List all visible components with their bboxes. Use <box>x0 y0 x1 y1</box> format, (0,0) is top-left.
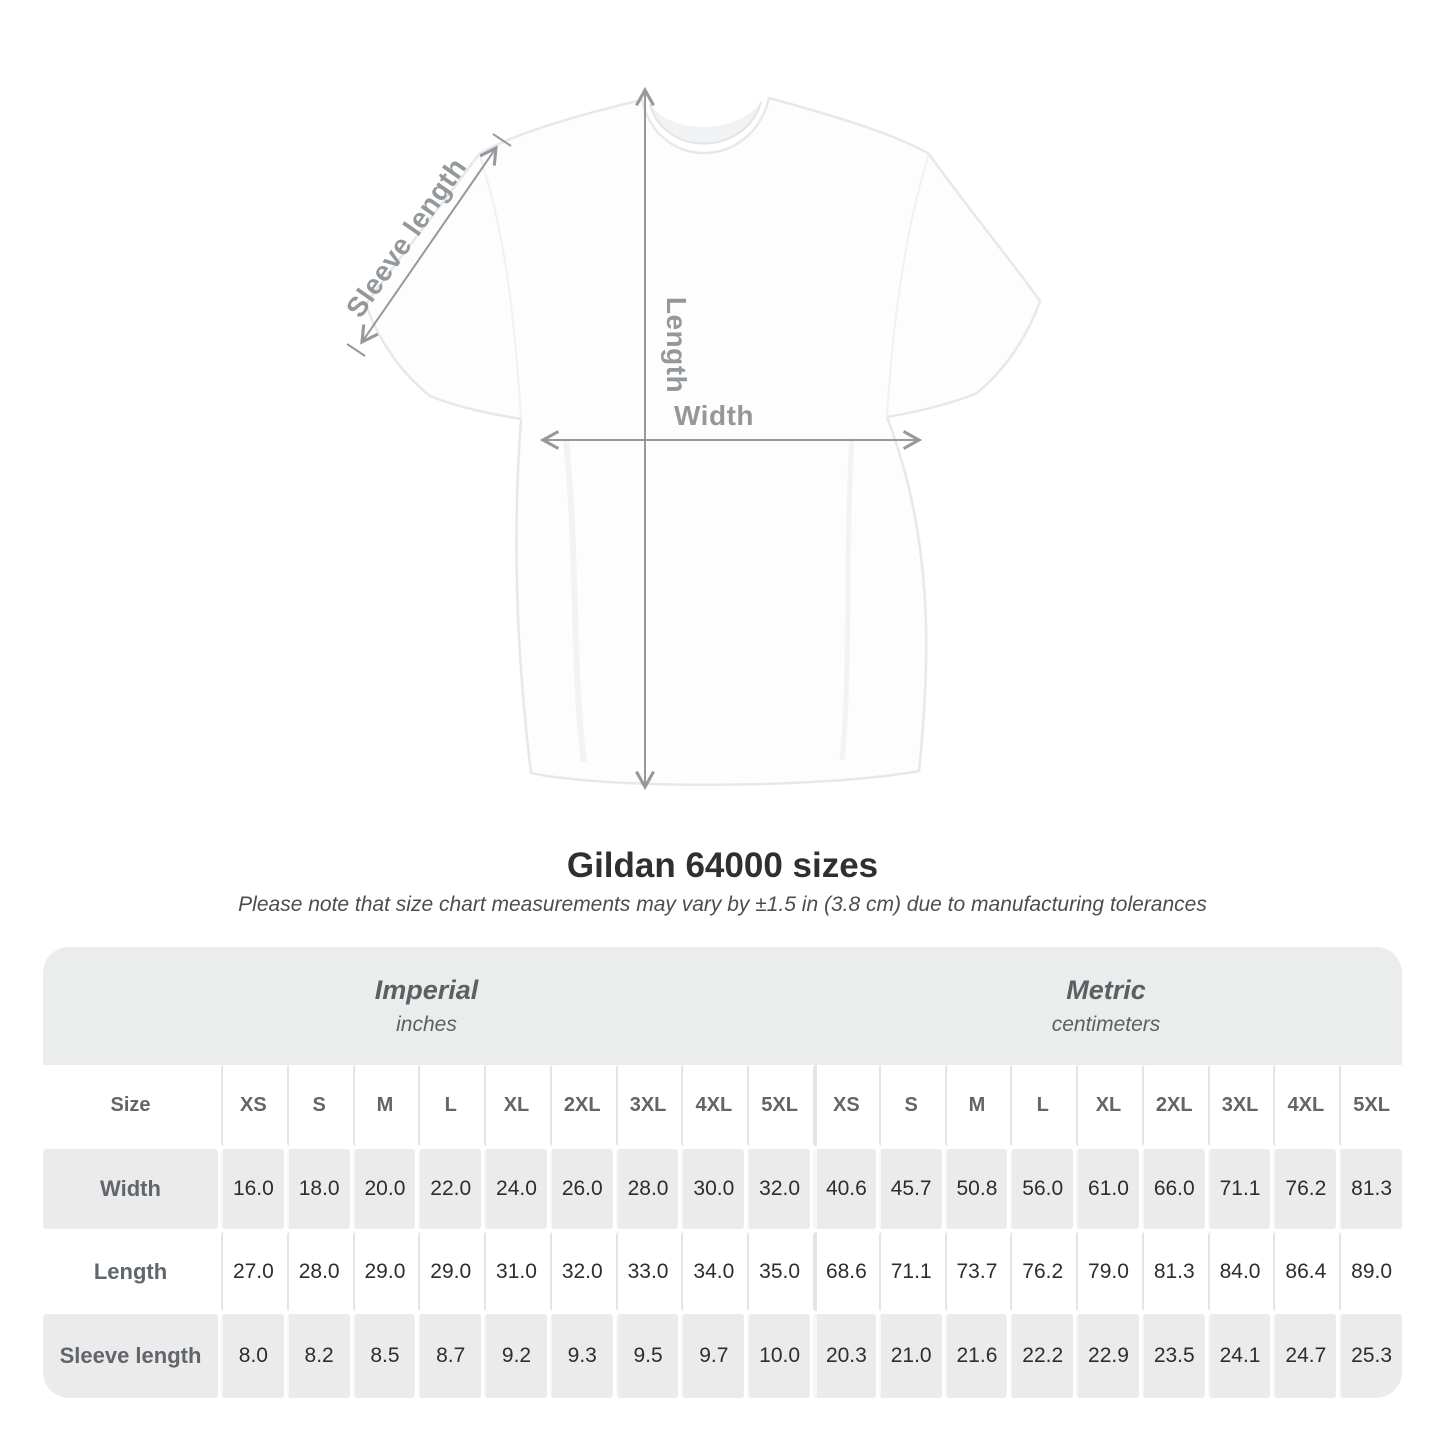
row-label: Length <box>43 1232 218 1311</box>
imperial-cell: 2XL <box>550 1065 613 1146</box>
metric-cell: XL <box>1076 1065 1139 1146</box>
imperial-cell: 22.0 <box>418 1149 481 1229</box>
imperial-cell: 29.0 <box>353 1232 416 1311</box>
sleeve-length-label: Sleeve length <box>339 152 473 324</box>
metric-cell: 66.0 <box>1142 1149 1205 1229</box>
metric-title: Metric <box>1066 975 1146 1005</box>
metric-cell: 61.0 <box>1076 1149 1139 1229</box>
metric-cell: L <box>1010 1065 1073 1146</box>
imperial-cell: 9.3 <box>550 1314 613 1398</box>
metric-cell: 81.3 <box>1339 1149 1402 1229</box>
imperial-header <box>43 947 810 1065</box>
imperial-cell: 4XL <box>681 1065 744 1146</box>
metric-cell: 79.0 <box>1076 1232 1139 1311</box>
imperial-cell: 8.7 <box>418 1314 481 1398</box>
metric-cell: 3XL <box>1208 1065 1271 1146</box>
imperial-cell: M <box>353 1065 416 1146</box>
imperial-cell: 9.2 <box>484 1314 547 1398</box>
metric-cell: 68.6 <box>813 1232 876 1311</box>
metric-cell: 56.0 <box>1010 1149 1073 1229</box>
table-row <box>43 1232 1402 1311</box>
metric-cell: 76.2 <box>1273 1149 1336 1229</box>
imperial-cell: XL <box>484 1065 547 1146</box>
metric-cell: 24.7 <box>1273 1314 1336 1398</box>
metric-header <box>810 947 1402 1065</box>
metric-cell: 22.9 <box>1076 1314 1139 1398</box>
metric-cell: M <box>945 1065 1008 1146</box>
metric-cell: 5XL <box>1339 1065 1402 1146</box>
size-corner-label: Size <box>43 1065 218 1146</box>
imperial-cell: 30.0 <box>681 1149 744 1229</box>
metric-cell: 50.8 <box>945 1149 1008 1229</box>
imperial-cell: 9.7 <box>681 1314 744 1398</box>
imperial-cell: S <box>287 1065 350 1146</box>
metric-cell: 89.0 <box>1339 1232 1402 1311</box>
tshirt-photo <box>366 98 1040 785</box>
imperial-cell: 31.0 <box>484 1232 547 1311</box>
imperial-cell: 26.0 <box>550 1149 613 1229</box>
imperial-cell: 8.2 <box>287 1314 350 1398</box>
sleeve-length-start-tick <box>347 344 365 356</box>
imperial-cell: 9.5 <box>616 1314 679 1398</box>
size-table-rows <box>43 1065 1402 1398</box>
metric-cell: 22.2 <box>1010 1314 1073 1398</box>
table-row <box>43 1065 1402 1146</box>
imperial-cell: 29.0 <box>418 1232 481 1311</box>
tolerance-note: Please note that size chart measurements may vary by ±1.5 in (3.8 cm) due to manufacturing tolerances <box>238 893 1207 916</box>
imperial-cell: 5XL <box>747 1065 810 1146</box>
metric-cell: 76.2 <box>1010 1232 1073 1311</box>
metric-cell: 21.6 <box>945 1314 1008 1398</box>
imperial-cell: 16.0 <box>221 1149 284 1229</box>
metric-cell: 84.0 <box>1208 1232 1271 1311</box>
imperial-cell: 28.0 <box>287 1232 350 1311</box>
imperial-cell: 34.0 <box>681 1232 744 1311</box>
imperial-cell: 27.0 <box>221 1232 284 1311</box>
metric-cell: 71.1 <box>879 1232 942 1311</box>
metric-cell: S <box>879 1065 942 1146</box>
metric-cell: 45.7 <box>879 1149 942 1229</box>
row-label: Sleeve length <box>43 1314 218 1398</box>
table-row <box>43 1314 1402 1398</box>
width-label: Width <box>674 400 754 431</box>
imperial-cell: 24.0 <box>484 1149 547 1229</box>
size-chart-table <box>43 947 1402 1398</box>
imperial-cell: 8.5 <box>353 1314 416 1398</box>
metric-cell: 73.7 <box>945 1232 1008 1311</box>
unit-header-band <box>43 947 1402 1065</box>
metric-cell: 4XL <box>1273 1065 1336 1146</box>
imperial-cell: 33.0 <box>616 1232 679 1311</box>
metric-cell: 2XL <box>1142 1065 1205 1146</box>
metric-cell: 21.0 <box>879 1314 942 1398</box>
imperial-cell: 3XL <box>616 1065 679 1146</box>
imperial-cell: 32.0 <box>747 1149 810 1229</box>
metric-cell: 25.3 <box>1339 1314 1402 1398</box>
length-label: Length <box>661 296 692 394</box>
imperial-cell: 35.0 <box>747 1232 810 1311</box>
metric-cell: 81.3 <box>1142 1232 1205 1311</box>
imperial-cell: 20.0 <box>353 1149 416 1229</box>
row-label: Width <box>43 1149 218 1229</box>
metric-cell: 40.6 <box>813 1149 876 1229</box>
imperial-unit: inches <box>396 1013 457 1036</box>
metric-unit: centimeters <box>1051 1013 1161 1036</box>
imperial-cell: 18.0 <box>287 1149 350 1229</box>
metric-cell: 71.1 <box>1208 1149 1271 1229</box>
imperial-title: Imperial <box>374 975 479 1005</box>
metric-cell: XS <box>813 1065 876 1146</box>
metric-cell: 24.1 <box>1208 1314 1271 1398</box>
metric-cell: 20.3 <box>813 1314 876 1398</box>
metric-cell: 86.4 <box>1273 1232 1336 1311</box>
imperial-cell: 32.0 <box>550 1232 613 1311</box>
imperial-cell: XS <box>221 1065 284 1146</box>
imperial-cell: 10.0 <box>747 1314 810 1398</box>
table-row <box>43 1149 1402 1229</box>
imperial-cell: 28.0 <box>616 1149 679 1229</box>
page-title: Gildan 64000 sizes <box>566 846 879 885</box>
imperial-cell: 8.0 <box>221 1314 284 1398</box>
metric-cell: 23.5 <box>1142 1314 1205 1398</box>
imperial-cell: L <box>418 1065 481 1146</box>
